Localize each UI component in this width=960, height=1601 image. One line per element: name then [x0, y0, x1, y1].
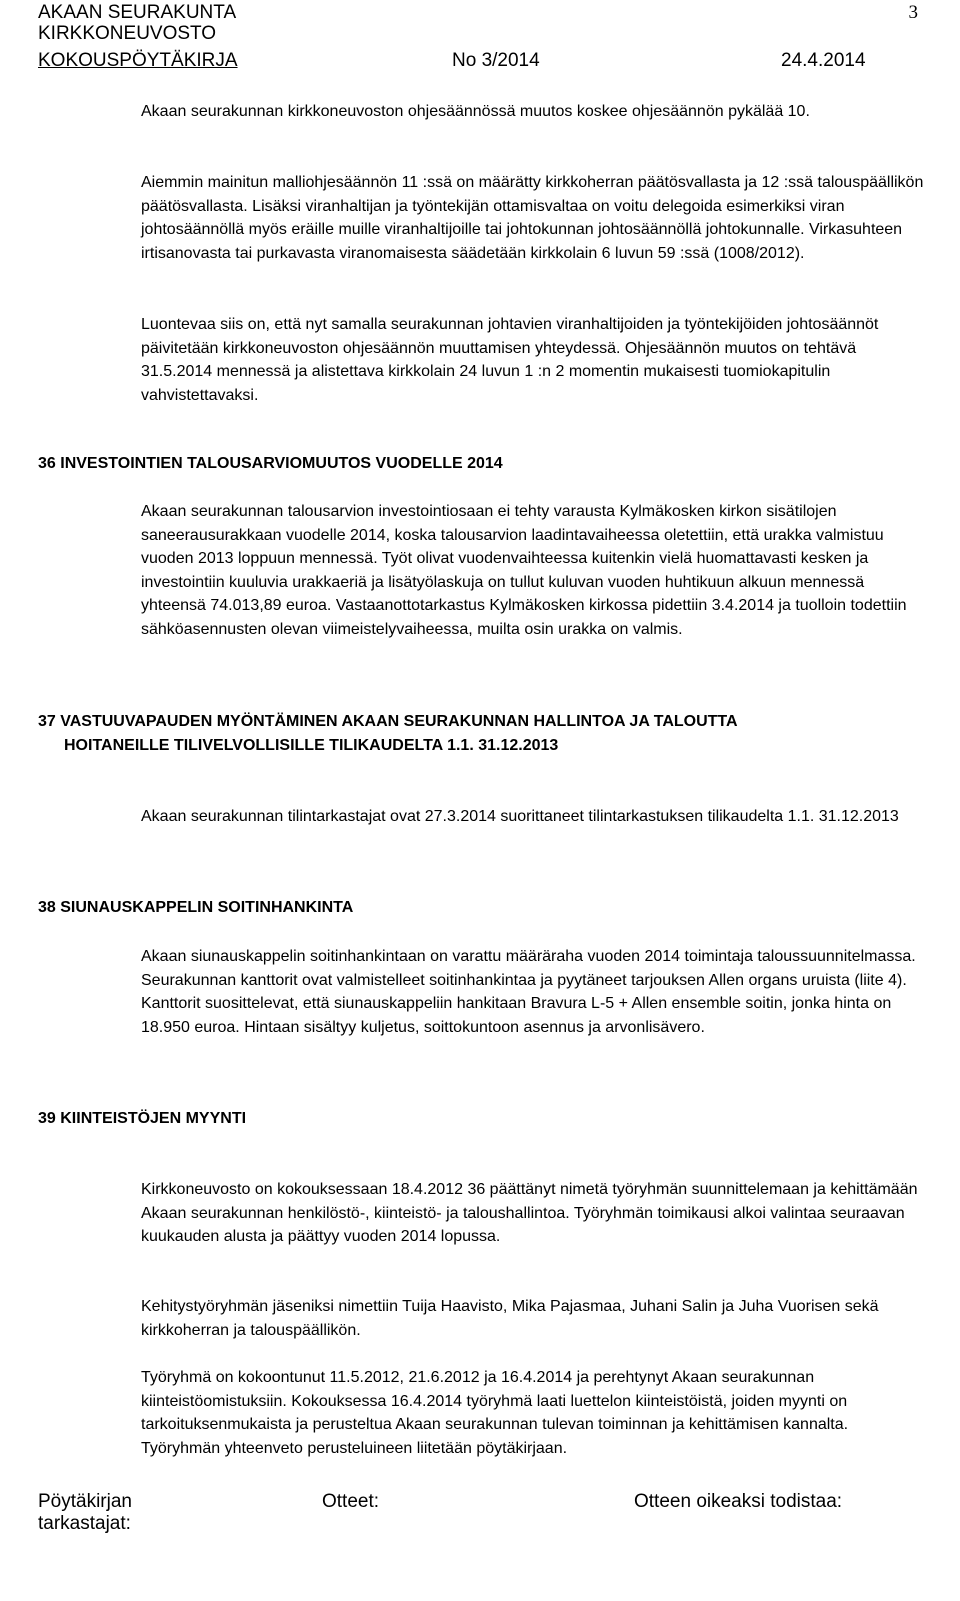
section-body-37: Akaan seurakunnan tilintarkastajat ovat 27.3.2014 suorittaneet tilintarkastuksen tilikaudelta 1.1. 31.12.2013: [141, 808, 899, 825]
intro-paragraph-1: Akaan seurakunnan kirkkoneuvoston ohjesäännössä muutos koskee ohjesäännön pykälää 10.: [141, 103, 810, 120]
section-number: 39: [38, 1110, 56, 1127]
section-number: 37: [38, 713, 56, 730]
footer-certified-by: Otteen oikeaksi todistaa:: [634, 1491, 843, 1512]
section-number: 38: [38, 899, 56, 916]
header-doc-type: KOKOUSPÖYTÄKIRJA: [38, 50, 238, 71]
header-council-name: KIRKKONEUVOSTO: [38, 23, 217, 44]
section-title-continued: HOITANEILLE TILIVELVOLLISILLE TILIKAUDELTA 1.1. 31.12.2013: [64, 736, 559, 754]
page-number: 3: [908, 2, 918, 23]
section-title: KIINTEISTÖJEN MYYNTI: [60, 1110, 247, 1127]
section-body-39-paragraph-3: Työryhmä on kokoontunut 11.5.2012, 21.6.2012 ja 16.4.2014 ja perehtynyt Akaan seurakunnan kiinteistöomistuksiin. Kokouksessa 16.4.2014 työryhmä laati luettelon kiinteistöistä, joiden myynti on tarkoituksenmukaista ja perusteltua Akaan seurakunnan tulevan toiminnan ja kehittämisen kannalta. Työryhmän yhteenveto perusteluineen liitetään pöytäkirjaan.: [141, 1369, 849, 1457]
header-meta-line: [38, 50, 872, 72]
footer-minutes-checkers: Pöytäkirjan tarkastajat:: [38, 1491, 132, 1534]
section-heading-36: [38, 452, 933, 476]
header-doc-number: No 3/2014: [452, 50, 540, 71]
header-parish-name: AKAAN SEURAKUNTA: [38, 2, 237, 23]
section-title: INVESTOINTIEN TALOUSARVIOMUUTOS VUODELLE 2014: [60, 455, 503, 472]
section-heading-37: [38, 710, 933, 757]
section-number: 36: [38, 455, 56, 472]
footer-extracts: Otteet:: [322, 1491, 380, 1512]
header-date: 24.4.2014: [781, 50, 866, 71]
section-body-39-paragraph-2: Kehitystyöryhmän jäseniksi nimettiin Tuija Haavisto, Mika Pajasmaa, Juhani Salin ja Juha Vuorisen sekä kirkkoherran ja talouspäällikön.: [141, 1298, 879, 1339]
section-title: SIUNAUSKAPPELIN SOITINHANKINTA: [60, 899, 354, 916]
section-heading-38: [38, 896, 933, 920]
section-body-36: Akaan seurakunnan talousarvion investointiosaan ei tehty varausta Kylmäkosken kirkon sisätilojen saneerausurakkaan vuodelle 2014, koska talousarvion laadintavaiheessa oletettiin, että urakka valmistuu vuoden 2013 loppuun mennessä. Työt olivat vuodenvaihteessa kuitenkin vielä huomattavasti kesken ja investointiin kuuluvia urakkaeriä ja lisätyölaskuja on tullut kuluvan vuoden huhtikuun alkuun mennessä yhteensä 74.013,89 euroa. Vastaanottotarkastus Kylmäkosken kirkossa pidettiin 3.4.2014 ja tuolloin todettiin sähköasennusten olevan viimeistelyvaiheessa, muilta osin urakka on valmis.: [141, 503, 907, 638]
intro-paragraph-3: Luontevaa siis on, että nyt samalla seurakunnan johtavien viranhaltijoiden ja työntekijöiden johtosäännöt päivitetään kirkkoneuvoston ohjesäännön muuttamisen yhteydessä. Ohjesäännön muutos on tehtävä 31.5.2014 mennessä ja alistettava kirkkolain 24 luvun 1 :n 2 momentin mukaisesti tuomiokapitulin vahvistettavaksi.: [141, 316, 879, 404]
section-body-38: Akaan siunauskappelin soitinhankintaan on varattu määräraha vuoden 2014 toimintaja taloussuunnitelmassa. Seurakunnan kanttorit ovat valmistelleet soitinhankintaa ja pyytäneet tarjouksen Allen organs uruista (liite 4). Kanttorit suosittelevat, että siunauskappeliin hankitaan Bravura L-5 + Allen ensemble soitin, jonka hinta on 18.950 euroa. Hintaan sisältyy kuljetus, soittokuntoon asennus ja arvonlisävero.: [141, 948, 916, 1036]
intro-paragraph-2: Aiemmin mainitun malliohjesäännön 11 :ssä on määrätty kirkkoherran päätösvallasta ja 12 :ssä talouspäällikön päätösvallasta. Lisäksi viranhaltijan ja työntekijän ottamisvaltaa on voitu delegoida esimerkiksi viran johtosäännöllä myös eräille muille viranhaltijoille tai johtokunnan johtosäännöllä johtokunnalle. Virkasuhteen irtisanovasta tai purkavasta viranomaisesta säädetään kirkkolain 6 luvun 59 :ssä (1008/2012).: [141, 174, 924, 262]
section-title: VASTUUVAPAUDEN MYÖNTÄMINEN AKAAN SEURAKUNNAN HALLINTOA JA TALOUTTA: [60, 713, 738, 730]
section-heading-39: [38, 1107, 933, 1131]
section-body-39-paragraph-1: Kirkkoneuvosto on kokouksessaan 18.4.2012 36 päättänyt nimetä työryhmän suunnittelemaan ja kehittämään Akaan seurakunnan henkilöstö-, kiinteistö- ja taloushallintoa. Työryhmän toimikausi alkoi valintaa seuraavan kuukauden alusta ja päättyy vuoden 2014 lopussa.: [141, 1181, 918, 1246]
